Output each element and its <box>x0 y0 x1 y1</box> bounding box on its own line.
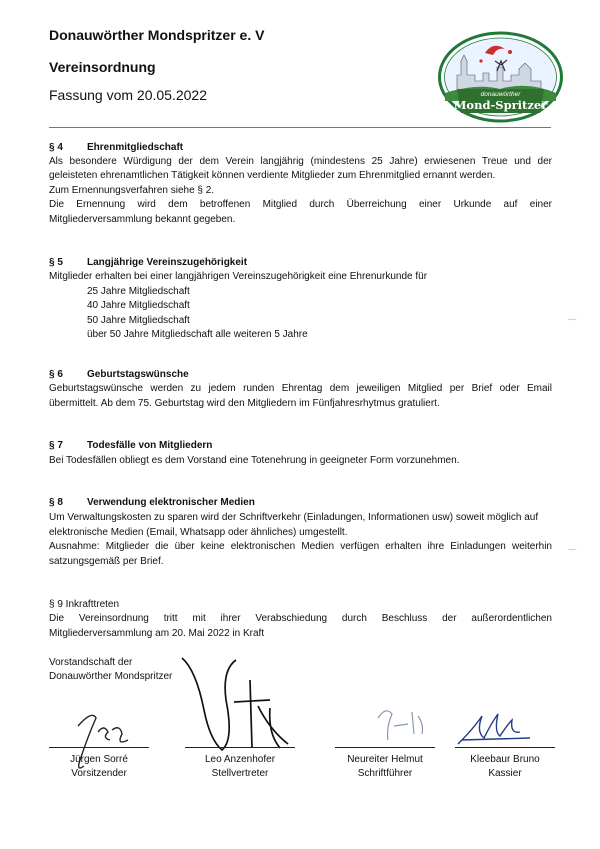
section-4-title: Ehrenmitgliedschaft <box>87 142 184 153</box>
section-6-line-2: übermittelt. Ab dem 75. Geburtstag wird den Mitgliedern im Fünfjahresrhytmus gratuliert. <box>49 398 440 409</box>
section-4-line-5: Mitgliederversammlung bekannt gegeben. <box>49 214 236 225</box>
signature-line-3 <box>335 747 435 748</box>
signature-anzenhofer <box>182 658 288 750</box>
document-version: Fassung vom 20.05.2022 <box>49 87 207 103</box>
punch-mark-bottom: ‿ <box>568 540 577 551</box>
section-5-number: § 5 <box>49 257 63 268</box>
section-8-line-4: satzungsgemäß per Brief. <box>49 556 164 567</box>
signatory-4-role: Kassier <box>488 768 522 779</box>
signature-line-2 <box>185 747 295 748</box>
board-line-2: Donauwörther Mondspritzer <box>49 671 173 682</box>
header-divider <box>49 127 551 128</box>
section-5-item-1: 25 Jahre Mitgliedschaft <box>87 286 190 297</box>
section-6-title: Geburtstagswünsche <box>87 369 189 380</box>
signatory-3-role: Schriftführer <box>357 768 413 779</box>
signatory-1-name: Jürgen Sorré <box>70 754 128 765</box>
section-4-line-2: geleisteten ehrenamtlichen Tätigkeit können verdiente Mitglieder zum Ehrenmitglied ernannt werden. <box>49 170 496 181</box>
board-line-1: Vorstandschaft der <box>49 657 133 668</box>
signatory-4-name: Kleebaur Bruno <box>470 754 540 765</box>
section-5-heading <box>49 257 247 268</box>
section-5-title: Langjährige Vereinszugehörigkeit <box>87 257 248 268</box>
logo-main-text: Mond-Spritzer <box>453 98 548 112</box>
club-name: Donauwörther Mondspritzer e. V <box>49 27 265 43</box>
section-7-number: § 7 <box>49 440 63 451</box>
section-6-heading <box>49 369 189 380</box>
section-9-heading: § 9 Inkrafttreten <box>49 599 120 610</box>
signatory-2 <box>185 753 295 781</box>
section-4-line-4: Die Ernennung wird dem betroffenen Mitglied durch Überreichung einer Urkunde auf einer <box>49 199 552 210</box>
signatory-2-role: Stellvertreter <box>211 768 269 779</box>
logo-top-text: donauwörther <box>480 91 521 98</box>
section-4-line-1: Als besondere Würdigung der dem Verein langjährig (mindestens 25 Jahre) erwiesenen Treue und der <box>49 156 552 167</box>
section-4-line-3: Zum Ernennungsverfahren siehe § 2. <box>49 185 215 196</box>
section-6-number: § 6 <box>49 369 63 380</box>
section-8-line-2: elektronische Medien (Email, Whatsapp oder ähnliches) umgestellt. <box>49 527 348 538</box>
signatory-3-name: Neureiter Helmut <box>347 754 423 765</box>
section-7-title: Todesfälle von Mitgliedern <box>87 440 213 451</box>
signatory-1 <box>49 753 149 781</box>
section-6-line-1: Geburtstagswünsche werden zu jedem runden Ehrentag dem jeweiligen Mitglied per Brief oder Email <box>49 383 552 394</box>
section-5-item-2: 40 Jahre Mitgliedschaft <box>87 300 190 311</box>
section-9-line-2: Mitgliederversammlung am 20. Mai 2022 in Kraft <box>49 628 265 639</box>
section-5-item-3: 50 Jahre Mitgliedschaft <box>87 315 190 326</box>
signature-line-4 <box>455 747 555 748</box>
signature-line-1 <box>49 747 149 748</box>
section-4-number: § 4 <box>49 142 63 153</box>
signature-neureiter <box>378 711 423 740</box>
section-4-heading <box>49 142 183 153</box>
section-8-number: § 8 <box>49 497 63 508</box>
document-title: Vereinsordnung <box>49 59 156 75</box>
signatory-4 <box>455 753 555 781</box>
signatory-3 <box>330 753 440 781</box>
section-5-item-4: über 50 Jahre Mitgliedschaft alle weiteren 5 Jahre <box>87 329 308 340</box>
club-logo <box>437 31 564 123</box>
signature-kleebaur <box>458 714 530 744</box>
signatory-2-name: Leo Anzenhofer <box>204 754 276 765</box>
section-9-line-1: Die Vereinsordnung tritt mit ihrer Verabschiedung durch Beschluss der außerordentlichen <box>49 613 552 624</box>
section-8-line-1: Um Verwaltungskosten zu sparen wird der Schriftverkehr (Einladungen, Informationen usw) soweit möglich auf <box>49 512 539 523</box>
section-5-line-1: Mitglieder erhalten bei einer langjährigen Vereinszugehörigkeit eine Ehrenurkunde für <box>49 271 428 282</box>
section-8-line-3: Ausnahme: Mitglieder die über keine elektronischen Medien verfügen erhalten ihre Einladungen weiterhin <box>49 541 552 552</box>
section-7-heading <box>49 440 212 451</box>
section-8-title: Verwendung elektronischer Medien <box>87 497 255 508</box>
punch-mark-top: ‿ <box>568 310 577 321</box>
signatory-1-role: Vorsitzender <box>71 768 127 779</box>
section-8-heading <box>49 497 255 508</box>
section-7-line-1: Bei Todesfällen obliegt es dem Vorstand eine Totenehrung in geeigneter Form vorzunehmen. <box>49 455 460 466</box>
